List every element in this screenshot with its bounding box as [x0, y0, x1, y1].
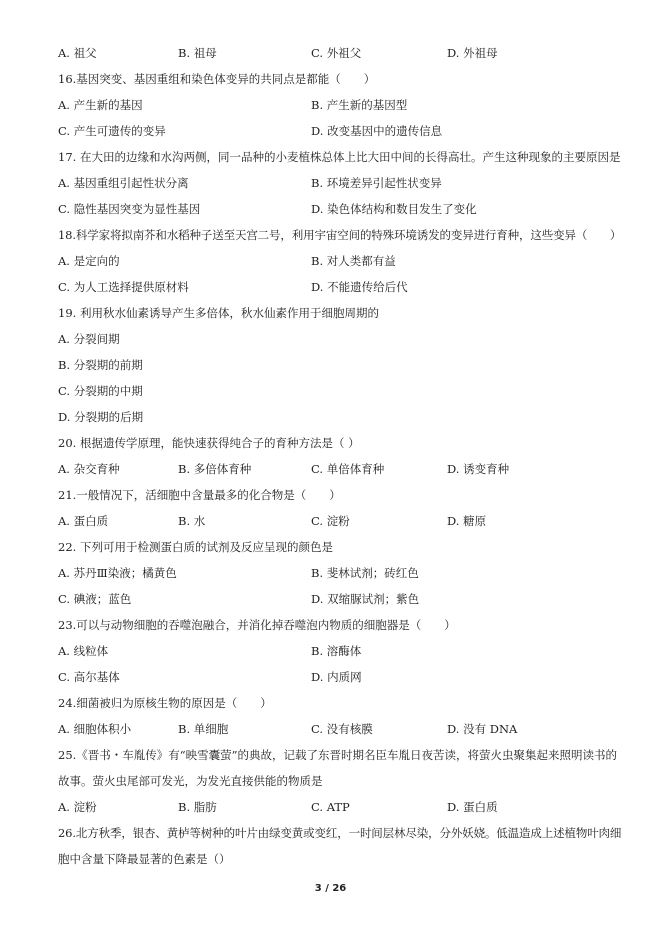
q15-option-d[interactable]: D. 外祖母	[447, 46, 498, 60]
q21-option-a[interactable]: A. 蛋白质	[58, 514, 109, 528]
q25-option-d[interactable]: D. 蛋白质	[447, 800, 498, 814]
q24-option-b[interactable]: B. 单细胞	[178, 722, 229, 736]
q25-stem-line1: 25.《晋书・车胤传》有“映雪囊萤”的典故，记载了东晋时期名臣车胤日夜苦读，将萤火虫聚集起来照明读书的	[58, 748, 618, 762]
q22-option-b[interactable]: B. 斐林试剂；砖红色	[311, 566, 419, 580]
q18-option-b[interactable]: B. 对人类都有益	[311, 254, 396, 268]
q23-option-b[interactable]: B. 溶酶体	[311, 644, 362, 658]
q16-option-a[interactable]: A. 产生新的基因	[58, 98, 143, 112]
q23-option-c[interactable]: C. 高尔基体	[58, 670, 120, 684]
q17-stem: 17. 在大田的边缘和水沟两侧，同一品种的小麦植株总体上比大田中间的长得高壮。产生这种现象的主要原因是	[58, 150, 621, 164]
q19-option-d[interactable]: D. 分裂期的后期	[58, 410, 144, 424]
q18-stem: 18.科学家将拟南芥和水稻种子送至天宫二号，利用宇宙空间的特殊环境诱发的变异进行育种，这些变异（ ）	[58, 228, 622, 242]
q20-option-d[interactable]: D. 诱变育种	[447, 462, 510, 476]
q21-option-b[interactable]: B. 水	[178, 514, 206, 528]
q20-option-b[interactable]: B. 多倍体育种	[178, 462, 252, 476]
q21-option-d[interactable]: D. 糖原	[447, 514, 487, 528]
q19-option-a[interactable]: A. 分裂间期	[58, 332, 120, 346]
q24-option-a[interactable]: A. 细胞体积小	[58, 722, 132, 736]
q18-option-c[interactable]: C. 为人工选择提供原材料	[58, 280, 189, 294]
q20-stem: 20. 根据遗传学原理，能快速获得纯合子的育种方法是（ ）	[58, 436, 360, 450]
q15-option-c[interactable]: C. 外祖父	[311, 46, 362, 60]
q26-stem-line1: 26.北方秋季，银杏、黄栌等树种的叶片由绿变黄或变红，一时间层林尽染，分外妖娆。低温造成上述植物叶肉细	[58, 826, 622, 840]
q19-option-c[interactable]: C. 分裂期的中期	[58, 384, 143, 398]
q25-option-a[interactable]: A. 淀粉	[58, 800, 97, 814]
q18-option-d[interactable]: D. 不能遗传给后代	[311, 280, 408, 294]
page-number: 3 / 26	[314, 883, 347, 894]
q17-option-c[interactable]: C. 隐性基因突变为显性基因	[58, 202, 201, 216]
q19-option-b[interactable]: B. 分裂期的前期	[58, 358, 143, 372]
q22-stem: 22. 下列可用于检测蛋白质的试剂及反应呈现的颜色是	[58, 540, 333, 554]
q23-option-d[interactable]: D. 内质网	[311, 670, 362, 684]
q16-stem: 16.基因突变、基因重组和染色体变异的共同点是都能（ ）	[58, 72, 376, 86]
q24-option-c[interactable]: C. 没有核膜	[311, 722, 373, 736]
q23-option-a[interactable]: A. 线粒体	[58, 644, 109, 658]
q15-option-b[interactable]: B. 祖母	[178, 46, 217, 60]
q24-option-d[interactable]: D. 没有 DNA	[447, 722, 518, 736]
q25-option-c[interactable]: C. ATP	[311, 800, 350, 814]
q25-stem-line2: 故事。萤火虫尾部可发光，为发光直接供能的物质是	[58, 774, 323, 788]
q20-option-c[interactable]: C. 单倍体育种	[311, 462, 385, 476]
q23-stem: 23.可以与动物细胞的吞噬泡融合，并消化掉吞噬泡内物质的细胞器是（ ）	[58, 618, 456, 632]
q22-option-d[interactable]: D. 双缩脲试剂；紫色	[311, 592, 420, 606]
q17-option-d[interactable]: D. 染色体结构和数目发生了变化	[311, 202, 477, 216]
q22-option-a[interactable]: A. 苏丹Ⅲ染液；橘黄色	[58, 566, 177, 580]
q16-option-c[interactable]: C. 产生可遗传的变异	[58, 124, 166, 138]
q17-option-b[interactable]: B. 环境差异引起性状变异	[311, 176, 442, 190]
q24-stem: 24.细菌被归为原核生物的原因是（ ）	[58, 696, 272, 710]
q22-option-c[interactable]: C. 碘液；蓝色	[58, 592, 132, 606]
q16-option-d[interactable]: D. 改变基因中的遗传信息	[311, 124, 443, 138]
q16-option-b[interactable]: B. 产生新的基因型	[311, 98, 408, 112]
q26-stem-line2: 胞中含量下降最显著的色素是（）	[58, 852, 231, 866]
q20-option-a[interactable]: A. 杂交育种	[58, 462, 120, 476]
q19-stem: 19. 利用秋水仙素诱导产生多倍体，秋水仙素作用于细胞周期的	[58, 306, 379, 320]
q17-option-a[interactable]: A. 基因重组引起性状分离	[58, 176, 189, 190]
q25-option-b[interactable]: B. 脂肪	[178, 800, 217, 814]
q18-option-a[interactable]: A. 是定向的	[58, 254, 120, 268]
q21-stem: 21.一般情况下，活细胞中含量最多的化合物是（ ）	[58, 488, 341, 502]
q15-option-a[interactable]: A. 祖父	[58, 46, 97, 60]
q21-option-c[interactable]: C. 淀粉	[311, 514, 350, 528]
